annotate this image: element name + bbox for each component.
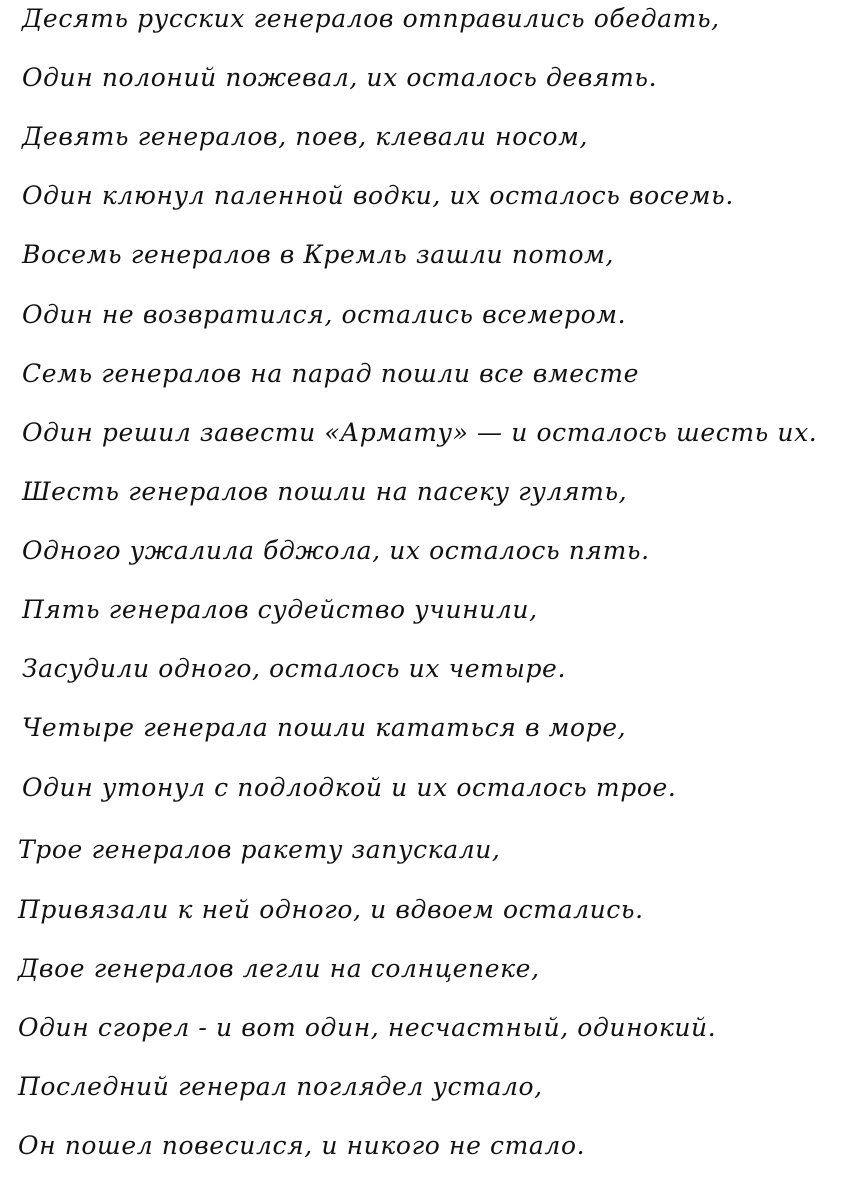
poem-line: Одного ужалила бджола, их осталось пять. (22, 536, 650, 565)
poem-line: Один клюнул паленной водки, их осталось восемь. (22, 181, 734, 210)
poem-line: Привязали к ней одного, и вдвоем остались. (18, 895, 644, 924)
poem-line: Шесть генералов пошли на пасеку гулять, (22, 477, 628, 506)
poem-line: Один решил завести «Армату» — и осталось шесть их. (22, 418, 818, 447)
poem-line: Засудили одного, осталось их четыре. (22, 654, 566, 683)
poem-line: Пять генералов судейство учинили, (22, 595, 538, 624)
poem-line: Девять генералов, поев, клевали носом, (22, 122, 589, 151)
poem-line: Один полоний пожевал, их осталось девять. (22, 63, 658, 92)
poem-line: Семь генералов на парад пошли все вместе (22, 359, 639, 388)
poem-line: Один утонул с подлодкой и их осталось трое. (22, 773, 677, 802)
poem-line: Четыре генерала пошли кататься в море, (22, 713, 627, 742)
poem-line: Один сгорел - и вот один, несчастный, одинокий. (18, 1013, 717, 1042)
poem-line: Последний генерал поглядел устало, (18, 1072, 543, 1101)
poem-line: Двое генералов легли на солнцепеке, (18, 954, 540, 983)
poem-line: Один не возвратился, остались всемером. (22, 300, 627, 329)
poem-line: Восемь генералов в Кремль зашли потом, (22, 240, 614, 269)
poem-line: Он пошел повесился, и никого не стало. (18, 1131, 586, 1160)
poem-line: Трое генералов ракету запускали, (18, 835, 501, 864)
poem-line: Десять русских генералов отправились обедать, (22, 4, 720, 33)
